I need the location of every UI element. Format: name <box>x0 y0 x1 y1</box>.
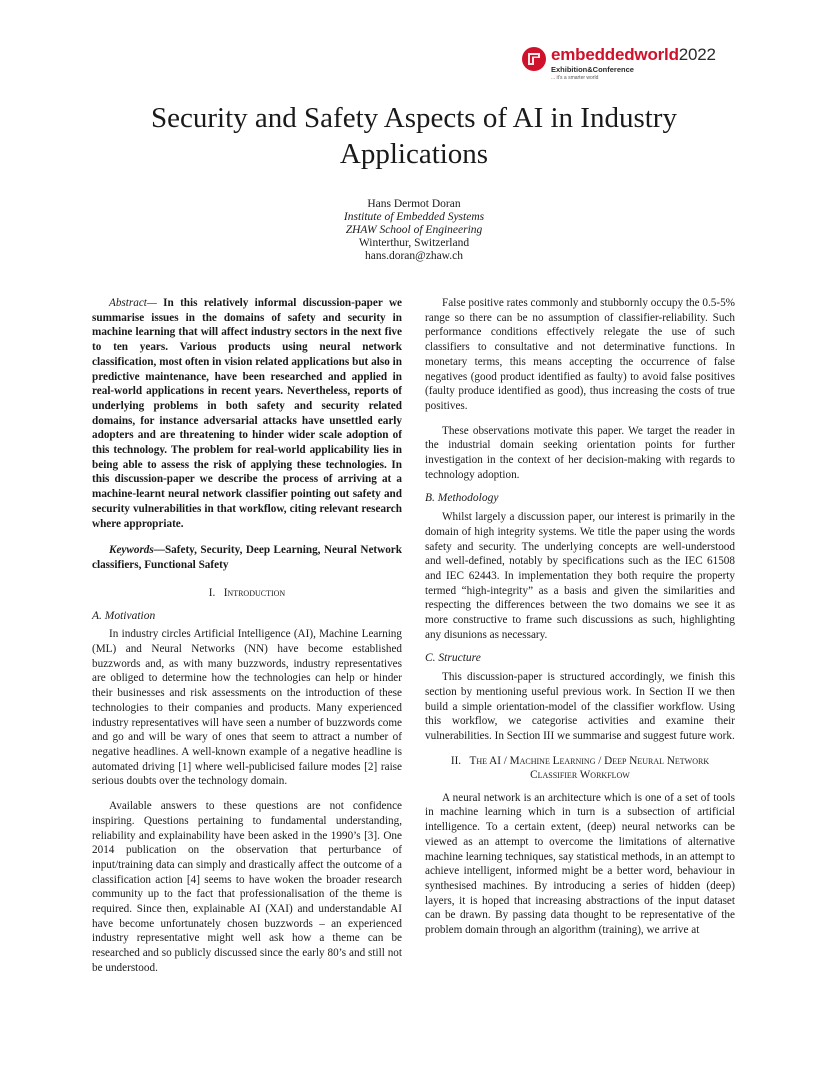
abstract-text: In this relatively informal discussion-paper we summarise issues in the domains of safety and security in machine learning that will affect industry sectors in the next five to ten years. Various products using neural network classification, most often in vision related applications but also in predictive maintenance, have been researched and applied in real-world applications in recent years. Nevertheless, reports of underlying problems in both safety and security related domains, for instance adversarial attacks have unsettled early adopters and are threatening to hinder wider scale adoption of this technology. The problem for real-world applicability lies in being able to assess the risk of applying these technologies. In this discussion-paper we describe the process of arriving at a machine-learnt neural network classifier pointing out safety and security vulnerabilities in that workflow, citing relevant research where appropriate. <box>92 297 402 530</box>
left-column <box>92 296 402 976</box>
logo-year: 2022 <box>678 45 716 64</box>
keywords-text: Safety, Security, Deep Learning, Neural Network classifiers, Functional Safety <box>92 544 402 571</box>
paper-title-line2: Applications <box>339 138 489 170</box>
subsection-a-heading: A. Motivation <box>92 609 156 622</box>
intro-paragraph-3: False positive rates commonly and stubbornly occupy the 0.5-5% range so there can be no assumption of classifier-reliability. Such performance conditions effectively relegate the use of such classifiers to consultative and not determinative functions. In monetary terms, this means accepting the occurrence of false negatives (good product identified as faulty) to avoid false positives (faulty produce identified as good), thus increasing the costs of true positives. <box>425 297 735 412</box>
intro-paragraph-4: These observations motivate this paper. We target the reader in the industrial domain seeking orientation points for further investigation in the context of her decision-making with regards to technology adoption. <box>425 424 735 481</box>
author-location: Winterthur, Switzerland <box>358 237 470 249</box>
methodology-paragraph: Whilst largely a discussion paper, our interest is primarily in the domain of high integrity systems. We title the paper using the words safety and security. The underlying concepts are well-understood and well-defined, notably by specifications such as the IEC 61508 and IEC 62443. In implementation they both require the property termed “high-integrity” as a basis and given the similarities and respecting the differences between the two domains we see it as more constructive to frame such discussions as such, highlighting any disunions as necessary. <box>425 511 735 641</box>
section-2-title-line2: Classifier Workflow <box>530 768 630 781</box>
author-institute: Institute of Embedded Systems <box>343 211 485 223</box>
author-email: hans.doran@zhaw.ch <box>365 250 463 262</box>
paper-title-line1: Security and Safety Aspects of AI in Industry <box>151 102 677 134</box>
logo-subtitle: Exhibition&Conference <box>551 65 634 74</box>
logo-tagline: ... it's a smarter world <box>551 75 599 81</box>
workflow-paragraph-1: A neural network is an architecture which is one of a set of tools in machine learning which in turn is a subsection of artificial intelligence. To a certain extent, (deep) neural networks can be viewed as an attempt to overcome the limitations of alternative machine learning techniques, say statistical methods, in an attempt to achieve intelligent, informed might be a better word, behaviour in synthesised machines. By introducing a series of hidden (deep) layers, it is hoped that increasing abstractions of the input dataset can be drawn. By passing data thought to be representative of the problem domain through an algorithm (training), we arrive at <box>425 791 735 937</box>
abstract <box>92 296 402 531</box>
section-1-number: I. <box>208 586 216 599</box>
keywords <box>92 543 402 572</box>
author-school: ZHAW School of Engineering <box>345 224 483 236</box>
embedded-world-logo <box>521 44 741 84</box>
section-2-heading <box>425 754 735 782</box>
logo-brand-dark: world <box>634 45 679 64</box>
subsection-c-heading: C. Structure <box>425 652 481 665</box>
paper-title <box>90 100 738 172</box>
intro-paragraph-2: Available answers to these questions are not confidence inspiring. Questions pertaining to fundamental understanding, reliability and explainability have been asked in the 1990’s [3]. One 2014 publication on the observation that perturbance of input/training data can simply and drastically affect the outcome of a classification action [4] seems to have woken the broader research community up to the fact that professionalisation of the theme is required. Since then, explainable AI (XAI) and understandable AI have become unfortunately chosen buzzwords – an experienced industry representative might well ask how a theme can be researched and so publicly discussed since the early 80’s and still not be understood. <box>92 800 402 974</box>
section-2-number: II. <box>450 754 462 767</box>
logo-wordmark <box>551 45 716 65</box>
author-block <box>200 198 628 263</box>
intro-paragraph-1: In industry circles Artificial Intelligence (AI), Machine Learning (ML) and Neural Networks (NN) have become established buzzwords and, as with many buzzwords, industry representatives are obliged to determine how the technologies can help or hinder their businesses and risk assessments on the introduction of these technologies to their companies and products. Many experienced industry representatives will have seen a number of buzzwords come and go and will be wary of ones that seem to attract a number of negative headlines. A well-known example of a negative headline is automated driving [1] where well-publicised failure modes [2] raise serious doubts over the technology domain. <box>92 628 402 788</box>
structure-paragraph: This discussion-paper is structured accordingly, we finish this section by mentioning useful previous work. In Section II we then build a simple orientation-model of the classifier workflow. Using this workflow, we categorise activities and examine their vulnerabilities. In Section III we summarise and suggest future work. <box>425 671 735 742</box>
keywords-lead: Keywords— <box>109 544 165 557</box>
embedded-world-logo-icon <box>521 46 547 72</box>
abstract-lead: Abstract— <box>109 297 157 309</box>
subsection-b-heading: B. Methodology <box>425 492 499 505</box>
section-2-title-line1: The AI / Machine Learning / Deep Neural Network <box>469 754 710 767</box>
section-1-heading <box>92 586 402 600</box>
right-column <box>425 296 735 938</box>
author-name: Hans Dermot Doran <box>367 198 461 210</box>
logo-brand-red: embedded <box>551 45 635 64</box>
section-1-title: Introduction <box>223 586 286 599</box>
